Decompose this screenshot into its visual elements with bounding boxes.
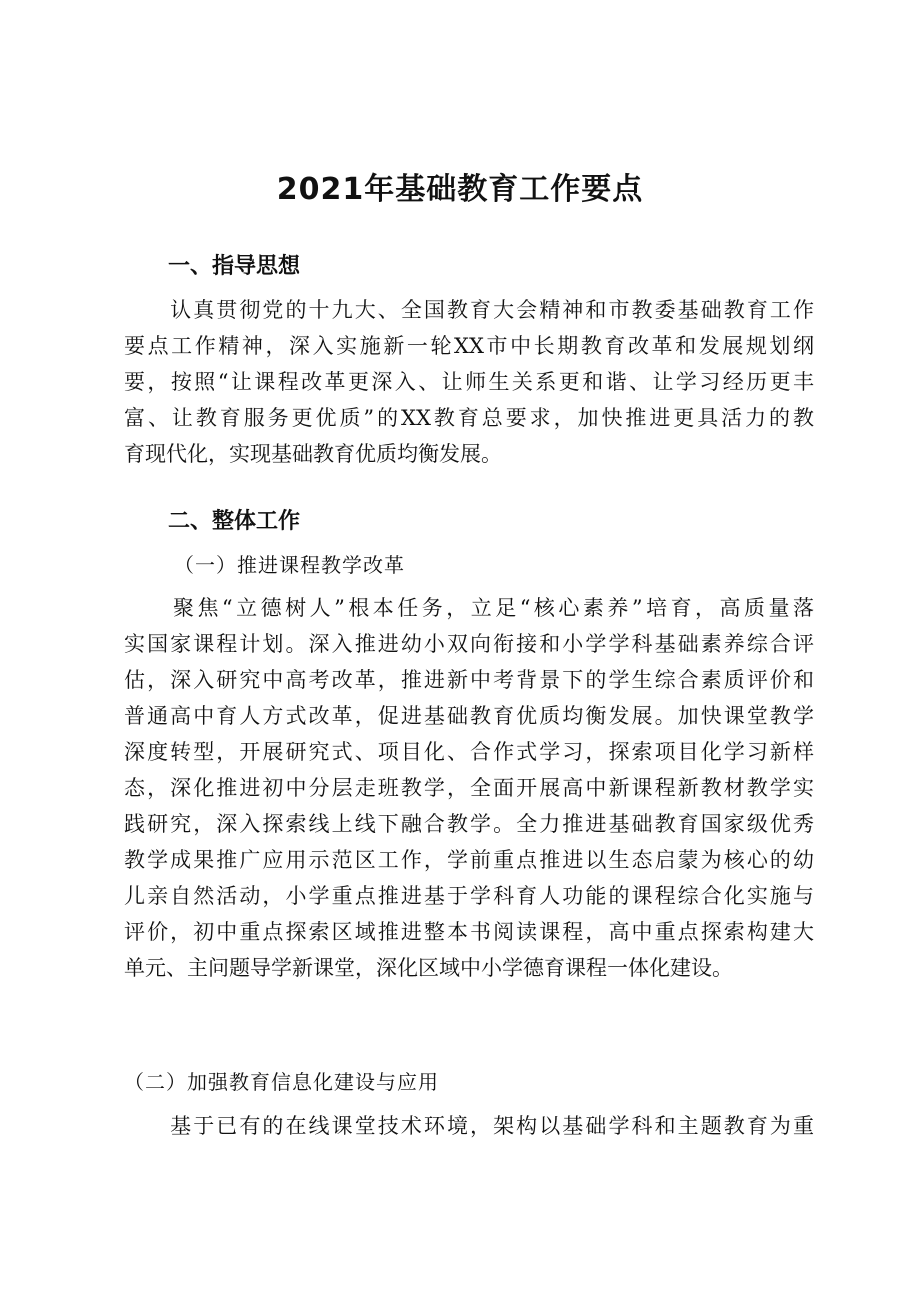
paragraph-line: 基于已有的在线课堂技术环境，架构以基础学科和主题教育为重 <box>124 1114 814 1138</box>
paragraph-line: 育现代化，实现基础教育优质均衡发展。 <box>124 442 502 466</box>
paragraph-education-informatization <box>124 1108 814 1144</box>
section-heading-guiding-ideology: 一、指导思想 <box>168 254 301 279</box>
paragraph-line: 态，深化推进初中分层走班教学，全面开展高中新课程新教材教学实 <box>124 776 814 800</box>
paragraph-line: 评价，初中重点探索区域推进整本书阅读课程，高中重点探索构建大 <box>124 920 814 944</box>
subsection-heading-education-informatization: （二）加强教育信息化建设与应用 <box>124 1070 439 1094</box>
paragraph-line: 普通高中育人方式改革，促进基础教育优质均衡发展。加快课堂教学 <box>124 704 814 728</box>
paragraph-curriculum-reform <box>124 590 814 986</box>
paragraph-line: 富、让教育服务更优质”的XX教育总要求，加快推进更具活力的教 <box>124 406 814 430</box>
paragraph-line: 认真贯彻党的十九大、全国教育大会精神和市教委基础教育工作 <box>124 298 814 322</box>
paragraph-guiding-ideology <box>124 292 814 472</box>
document-title: 2021年基础教育工作要点 <box>276 172 644 207</box>
subsection-heading-curriculum-reform: （一）推进课程教学改革 <box>174 553 405 577</box>
section-heading-overall-work: 二、整体工作 <box>168 509 301 534</box>
paragraph-line: 要，按照“让课程改革更深入、让师生关系更和谐、让学习经历更丰 <box>124 370 814 394</box>
paragraph-line: 聚焦“立德树人”根本任务，立足“核心素养”培育，高质量落 <box>124 596 814 620</box>
paragraph-line: 践研究，深入探索线上线下融合教学。全力推进基础教育国家级优秀 <box>124 812 814 836</box>
paragraph-line: 儿亲自然活动，小学重点推进基于学科育人功能的课程综合化实施与 <box>124 884 814 908</box>
paragraph-line: 要点工作精神，深入实施新一轮XX市中长期教育改革和发展规划纲 <box>124 334 814 358</box>
paragraph-line: 深度转型，开展研究式、项目化、合作式学习，探索项目化学习新样 <box>124 740 814 764</box>
paragraph-line: 估，深入研究中高考改革，推进新中考背景下的学生综合素质评价和 <box>124 668 814 692</box>
paragraph-line: 实国家课程计划。深入推进幼小双向衔接和小学学科基础素养综合评 <box>124 632 814 656</box>
paragraph-line: 教学成果推广应用示范区工作，学前重点推进以生态启蒙为核心的幼 <box>124 848 814 872</box>
paragraph-line: 单元、主问题导学新课堂，深化区域中小学德育课程一体化建设。 <box>124 956 733 980</box>
